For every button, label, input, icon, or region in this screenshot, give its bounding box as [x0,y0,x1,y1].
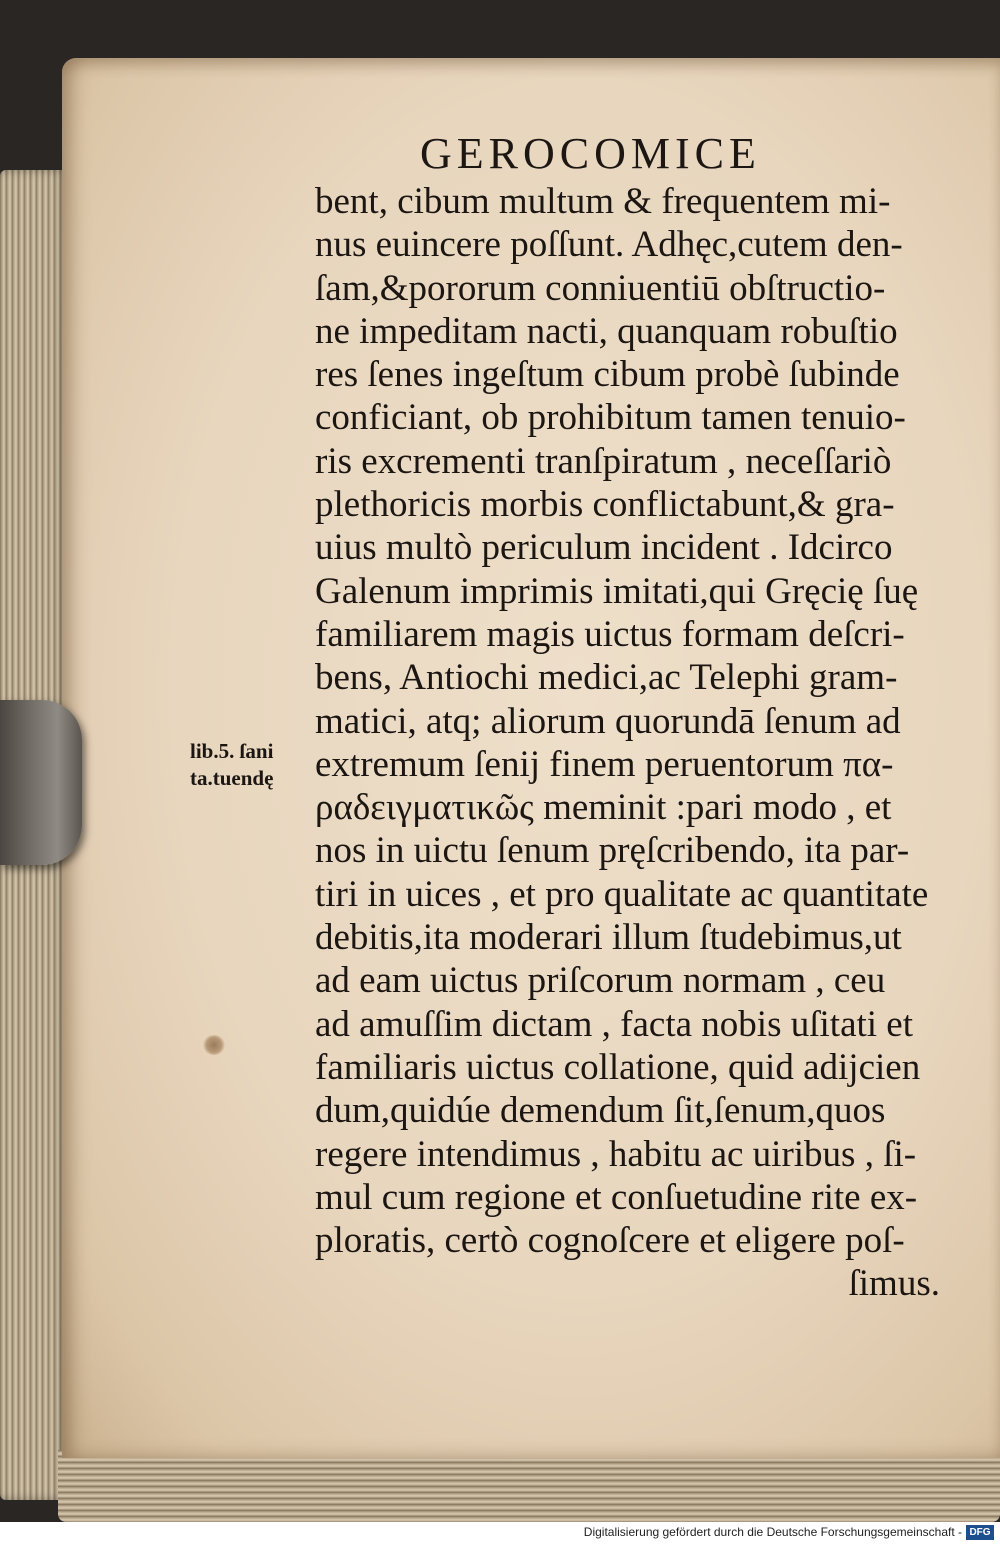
text-line: regere intendimus , habitu ac uiribus , ſi- [315,1133,917,1175]
paper-stain [203,1035,225,1055]
text-line: plethoricis morbis conflictabunt,& gra- [315,484,895,526]
text-line: uius multò periculum incident . Idcirco [315,527,893,569]
text-line: familiaris uictus collatione, quid adijcien [315,1046,921,1088]
text-line: nus euincere poſſunt. Adhęc,cutem den- [315,224,903,266]
body-text [315,180,945,1306]
text-line: matici, atq; aliorum quorundā ſenum ad [315,700,901,742]
marginal-note-line: lib.5. ſani [190,739,274,763]
text-line: ris excrementi tranſpiratum , neceſſariò [315,440,892,482]
text-line: bens, Antiochi medici,ac Telephi gram- [315,657,898,699]
marginal-note [190,738,315,792]
running-head: GEROCOMICE [420,129,761,178]
text-line: extremum ſenij finem peruentorum πα- [315,743,894,785]
text-line: ad amuſſim dictam , facta nobis uſitati et [315,1003,913,1045]
footer-bar [0,1522,1000,1544]
text-line: dum,quidúe demendum ſit,ſenum,quos [315,1090,886,1132]
text-line: mul cum regione et conſuetudine rite ex- [315,1176,918,1218]
text-line: ad eam uictus priſcorum normam , ceu [315,960,886,1002]
text-line: nos in uictu ſenum pręſcribendo, ita par- [315,830,910,872]
text-line: ſam,&pororum conniuentiū obſtructio- [315,267,886,309]
book-page-edges-bottom [58,1450,1000,1522]
text-line: ploratis, certò cognoſcere et eligere poſ- [315,1220,905,1262]
text-line: ne impeditam nacti, quanquam robuſtio [315,310,898,352]
text-line: ſimus. [848,1263,940,1305]
marginal-note-line: ta.tuendę [190,766,274,790]
funding-credit: Digitalisierung gefördert durch die Deutsche Forschungsgemeinschaft - [583,1525,962,1539]
book-clasp [0,700,82,865]
text-line: conficiant, ob prohibitum tamen tenuio- [315,397,906,439]
dfg-logo: DFG [966,1525,994,1540]
text-line: debitis,ita moderari illum ſtudebimus,ut [315,917,902,959]
text-line: bent, cibum multum & frequentem mi- [315,181,891,222]
text-line: ραδειγματικῶς meminit :pari modo , et [315,787,892,829]
text-line: res ſenes ingeſtum cibum probè ſubinde [315,354,900,396]
text-line: familiarem magis uictus formam deſcri- [315,613,905,655]
text-line: Galenum imprimis imitati,qui Gręcię ſuę [315,570,919,612]
text-line: tiri in uices , et pro qualitate ac quantitate [315,873,929,915]
